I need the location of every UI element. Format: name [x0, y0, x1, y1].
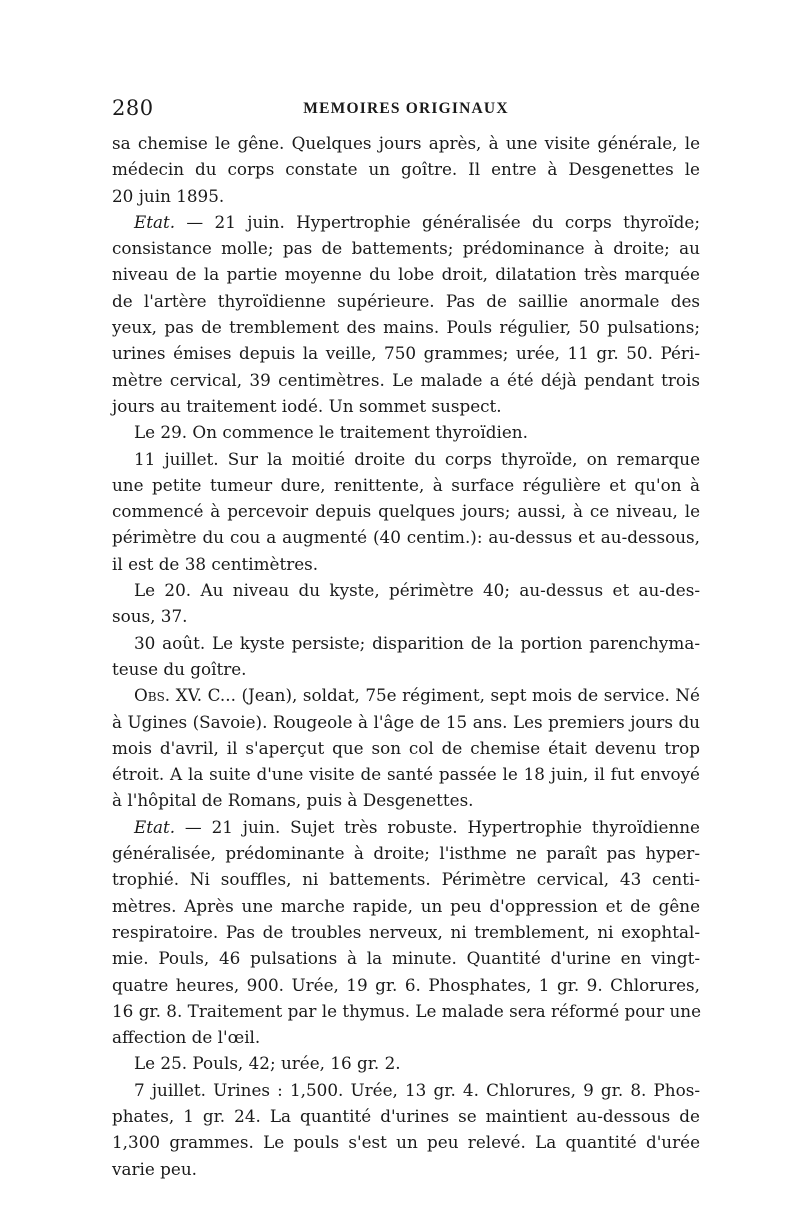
text-line: [112, 419, 700, 445]
line-text: trophié. Ni souffles, ni battements. Périmètre cervical, 43 centi-: [112, 869, 700, 890]
line-text: phates, 1 gr. 24. La quantité d'urines se maintient au-dessous de: [112, 1105, 700, 1126]
text-line: [112, 130, 700, 156]
line-text: varie peu.: [112, 1158, 197, 1179]
text-line: [112, 814, 700, 840]
text-line: [112, 288, 700, 314]
line-text: médecin du corps constate un goître. Il entre à Desgenettes le: [112, 159, 700, 180]
line-text: sa chemise le gêne. Quelques jours après, à une visite générale, le: [112, 133, 700, 153]
line-text: de l'artère thyroïdienne supérieure. Pas de saillie anormale des: [112, 290, 700, 311]
page-header: [112, 96, 700, 124]
text-line: [112, 577, 700, 603]
text-line: [112, 656, 700, 682]
text-line: [112, 393, 700, 419]
body-text: [112, 130, 700, 1182]
line-text: mois d'avril, il s'aperçut que son col de chemise était devenu trop: [112, 737, 700, 758]
line-text: affection de l'œil.: [112, 1027, 261, 1048]
text-line: [112, 314, 700, 340]
line-text: — 21 juin. Sujet très robuste. Hypertrophie thyroïdienne: [175, 816, 700, 837]
text-line: [112, 761, 700, 787]
line-text: périmètre du cou a augmenté (40 centim.): au-dessus et au-dessous,: [112, 527, 700, 548]
text-line: [112, 524, 700, 550]
text-line: [112, 945, 700, 971]
text-line: [112, 919, 700, 945]
text-line: [112, 209, 700, 235]
text-line: [112, 1050, 700, 1076]
page-number: 280: [112, 96, 154, 120]
text-line: [112, 682, 700, 708]
line-text: 7 juillet. Urines : 1,500. Urée, 13 gr. 4. Chlorures, 9 gr. 8. Phos-: [134, 1079, 700, 1100]
text-line: [112, 1129, 700, 1155]
line-text: 1,300 grammes. Le pouls s'est un peu relevé. La quantité d'urée: [112, 1132, 700, 1153]
text-line: [112, 156, 700, 182]
line-text: il est de 38 centimètres.: [112, 553, 319, 574]
text-line: [112, 261, 700, 287]
line-text: mie. Pouls, 46 pulsations à la minute. Quantité d'urine en vingt-: [112, 948, 700, 969]
line-text: 20 juin 1895.: [112, 185, 225, 206]
text-line: [112, 998, 700, 1024]
text-line: [112, 498, 700, 524]
line-text: teuse du goître.: [112, 658, 247, 679]
line-text: respiratoire. Pas de troubles nerveux, ni tremblement, ni exophtal-: [112, 921, 700, 942]
line-text: à l'hôpital de Romans, puis à Desgenettes.: [112, 790, 474, 811]
line-text: quatre heures, 900. Urée, 19 gr. 6. Phosphates, 1 gr. 9. Chlorures,: [112, 974, 700, 995]
line-text: urines émises depuis la veille, 750 grammes; urée, 11 gr. 50. Péri-: [112, 343, 700, 364]
line-text: à Ugines (Savoie). Rougeole à l'âge de 15 ans. Les premiers jours du: [112, 711, 700, 732]
text-line: [112, 1024, 700, 1050]
line-text: 16 gr. 8. Traitement par le thymus. Le malade sera réformé pour une: [112, 1000, 702, 1021]
line-text: Le 20. Au niveau du kyste, périmètre 40; au-dessus et au-des-: [134, 580, 700, 601]
text-line: [112, 840, 700, 866]
text-line: [112, 1103, 700, 1129]
section-label: Etat.: [134, 816, 176, 837]
text-line: [112, 787, 700, 813]
text-line: [112, 603, 700, 629]
text-line: [112, 551, 700, 577]
line-text: 11 juillet. Sur la moitié droite du corps thyroïde, on remarque: [134, 448, 700, 469]
text-line: [112, 1156, 700, 1182]
text-line: [112, 472, 700, 498]
line-text: généralisée, prédominante à droite; l'isthme ne paraît pas hyper-: [112, 843, 700, 864]
line-text: Le 25. Pouls, 42; urée, 16 gr. 2.: [134, 1053, 401, 1074]
text-line: [112, 709, 700, 735]
line-text: Le 29. On commence le traitement thyroïdien.: [134, 422, 528, 443]
text-line: [112, 972, 700, 998]
line-text: mètres. Après une marche rapide, un peu d'oppression et de gêne: [112, 895, 700, 916]
text-line: [112, 235, 700, 261]
line-text: yeux, pas de tremblement des mains. Pouls régulier, 50 pulsations;: [112, 317, 700, 338]
text-line: [112, 630, 700, 656]
line-text: XV. C... (Jean), soldat, 75e régiment, sept mois de service. Né: [170, 685, 700, 706]
line-text: mètre cervical, 39 centimètres. Le malade a été déjà pendant trois: [112, 369, 700, 390]
observation-label: Obs.: [134, 685, 171, 706]
line-text: consistance molle; pas de battements; prédominance à droite; au: [112, 238, 700, 259]
line-text: 30 août. Le kyste persiste; disparition de la portion parenchyma-: [134, 632, 700, 653]
text-line: [112, 183, 700, 209]
line-text: commencé à percevoir depuis quelques jours; aussi, à ce niveau, le: [112, 501, 700, 522]
line-text: niveau de la partie moyenne du lobe droit, dilatation très marquée: [112, 264, 700, 285]
line-text: une petite tumeur dure, renittente, à surface régulière et qu'on à: [112, 474, 700, 495]
section-label: Etat.: [134, 211, 176, 232]
text-line: [112, 367, 700, 393]
text-line: [112, 446, 700, 472]
line-text: étroit. A la suite d'une visite de santé passée le 18 juin, il fut envoyé: [112, 764, 700, 785]
line-text: — 21 juin. Hypertrophie généralisée du corps thyroïde;: [175, 211, 700, 232]
text-line: [112, 893, 700, 919]
text-line: [112, 735, 700, 761]
text-line: [112, 866, 700, 892]
line-text: sous, 37.: [112, 606, 188, 627]
running-title: MEMOIRES ORIGINAUX: [303, 100, 509, 117]
line-text: jours au traitement iodé. Un sommet suspect.: [112, 395, 502, 416]
text-line: [112, 340, 700, 366]
text-line: [112, 1077, 700, 1103]
